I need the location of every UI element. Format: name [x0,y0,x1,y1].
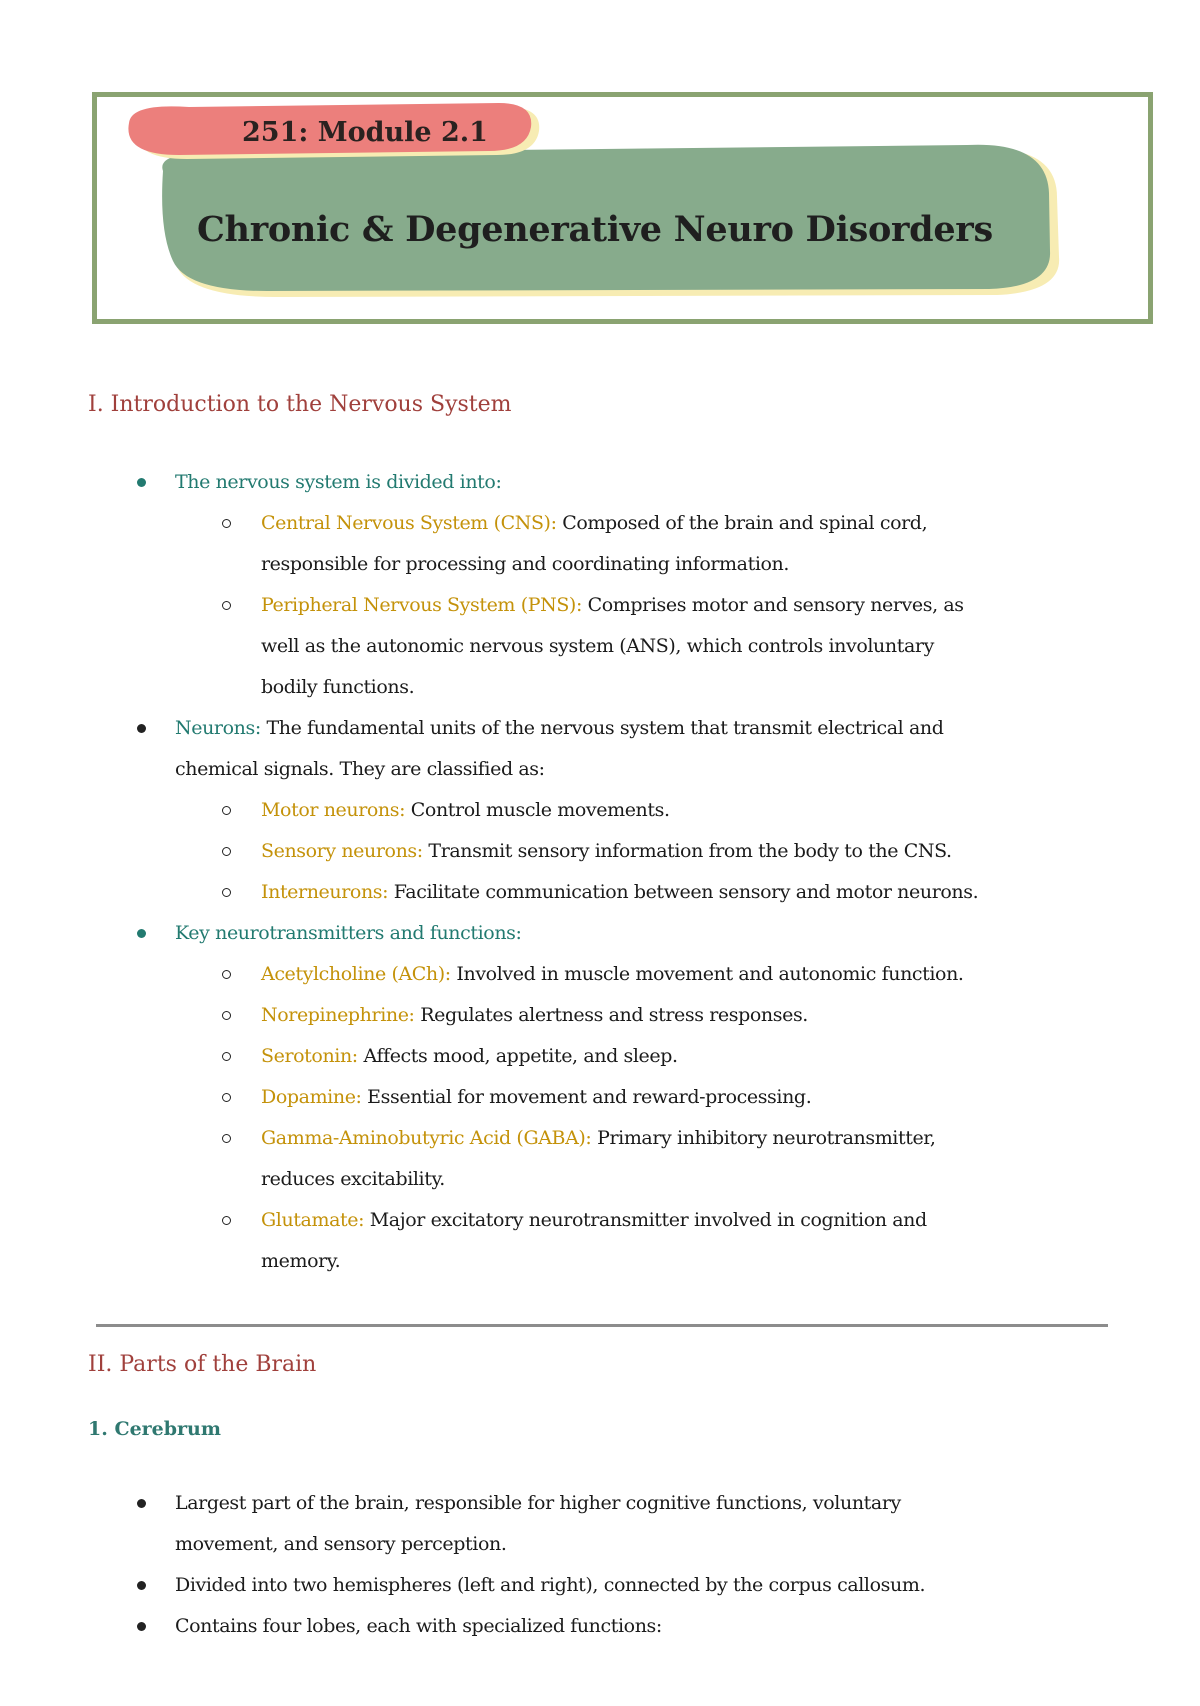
list-item-neurotransmitters: Key neurotransmitters and functions: [175,922,522,944]
title-banner [92,92,1153,324]
bullet-dot [137,478,146,487]
list-item-interneurons: Interneurons: Facilitate communication between sensory and motor neurons. [261,881,979,903]
subheading-cerebrum: 1. Cerebrum [88,1418,221,1440]
list-item-dopamine: Dopamine: Essential for movement and reward-processing. [261,1086,812,1108]
sub-bullet-circle [222,1052,231,1061]
list-item-largest: Largest part of the brain, responsible for higher cognitive functions, voluntary [175,1492,901,1514]
sub-bullet-circle [222,888,231,897]
sub-bullet-circle [222,519,231,528]
sub-bullet-circle [222,806,231,815]
list-item-ach: Acetylcholine (ACh): Involved in muscle movement and autonomic function. [261,963,964,985]
sub-bullet-circle [222,1093,231,1102]
section-heading-brain: II. Parts of the Brain [88,1352,317,1377]
list-item-pns-cont: bodily functions. [261,676,415,698]
list-item-lobes: Contains four lobes, each with specialized functions: [175,1615,662,1637]
bullet-dot [137,1499,146,1508]
term-cns: Central Nervous System (CNS): [261,512,557,534]
list-item-hemispheres: Divided into two hemispheres (left and right), connected by the corpus callosum. [175,1574,926,1596]
sub-bullet-circle [222,1011,231,1020]
list-item-serotonin: Serotonin: Affects mood, appetite, and sleep. [261,1045,678,1067]
sub-bullet-circle [222,601,231,610]
bullet-dot [137,1622,146,1631]
list-item-largest-cont: movement, and sensory perception. [175,1533,507,1555]
sub-bullet-circle [222,1216,231,1225]
list-item-gaba: Gamma-Aminobutyric Acid (GABA): Primary inhibitory neurotransmitter, [261,1127,936,1149]
list-item-cns: Central Nervous System (CNS): Composed of the brain and spinal cord, [261,512,928,534]
list-item-sensory: Sensory neurons: Transmit sensory information from the body to the CNS. [261,840,952,862]
section-divider [96,1324,1108,1327]
list-item-neurons-cont: chemical signals. They are classified as: [175,758,545,780]
list-item-pns: Peripheral Nervous System (PNS): Comprises motor and sensory nerves, as [261,594,964,616]
bullet-dot [137,724,146,733]
list-item-pns-cont: well as the autonomic nervous system (ANS), which controls involuntary [261,635,934,657]
list-item-neurons: Neurons: The fundamental units of the nervous system that transmit electrical and [175,717,944,739]
list-item-cns-cont: responsible for processing and coordinating information. [261,553,790,575]
term-pns: Peripheral Nervous System (PNS): [261,594,582,616]
bullet-dot [137,1581,146,1590]
bullet-dot [137,929,146,938]
list-item-glutamate: Glutamate: Major excitatory neurotransmitter involved in cognition and [261,1209,927,1231]
list-item-glutamate-cont: memory. [261,1250,341,1272]
section-heading-intro: I. Introduction to the Nervous System [88,392,512,417]
sub-bullet-circle [222,1134,231,1143]
sub-bullet-circle [222,847,231,856]
list-item-divided: The nervous system is divided into: [175,471,502,493]
module-label: 251: Module 2.1 [242,117,488,148]
term-neurons: Neurons: [175,717,261,739]
list-item-motor: Motor neurons: Control muscle movements. [261,799,670,821]
page-title: Chronic & Degenerative Neuro Disorders [197,209,993,250]
list-item-gaba-cont: reduces excitability. [261,1168,445,1190]
list-item-norepinephrine: Norepinephrine: Regulates alertness and stress responses. [261,1004,808,1026]
sub-bullet-circle [222,970,231,979]
